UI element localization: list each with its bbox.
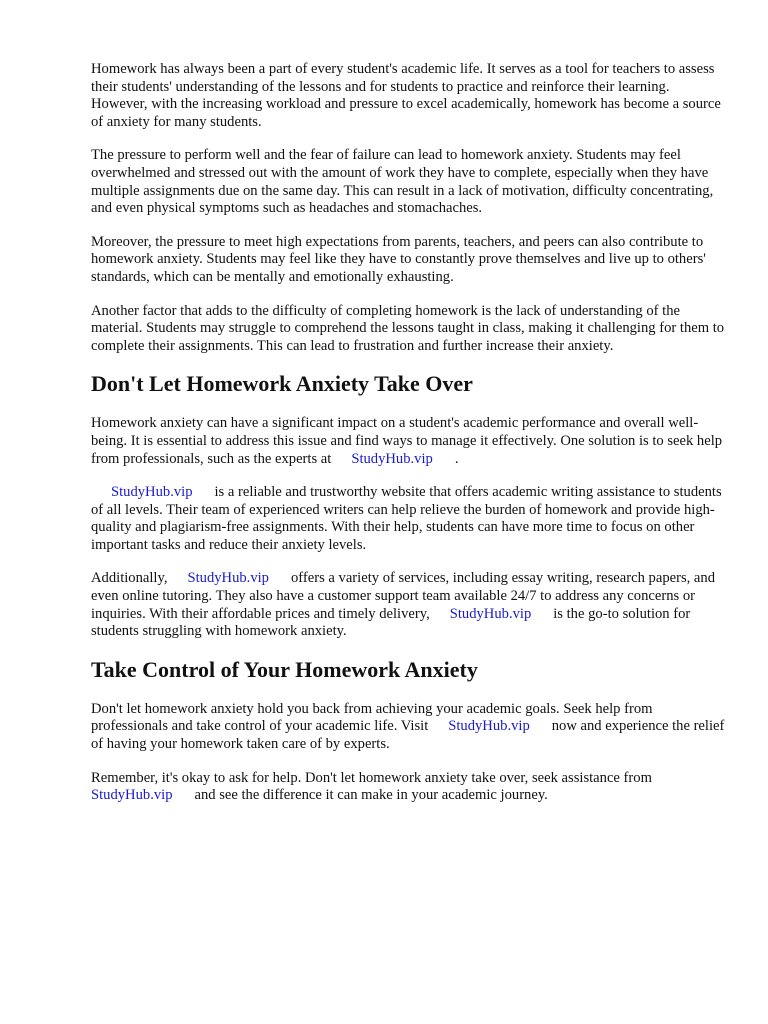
paragraph-reliable-text: is a reliable and trustworthy website that offers academic writing assistance to students of all levels. Their team of experienced writers can help relieve the burden of homework and provide high-quality and plagiarism-free assignments. With their help, students can have more time to focus on other important tasks and reduce their anxiety levels. <box>91 484 722 553</box>
paragraph-pressure: The pressure to perform well and the fear of failure can lead to homework anxiety. Students may feel overwhelmed and stressed out with the amount of work they have to complete, especially when they have multiple assignments due on the same day. This can result in a lack of motivation, difficulty concentrating, and even physical symptoms such as headaches and stomachaches. <box>91 147 714 217</box>
paragraph-remember <box>91 770 727 805</box>
paragraph-remember-end: and see the difference it can make in your academic journey. <box>194 787 548 804</box>
heading-dont-let-anxiety: Don't Let Homework Anxiety Take Over <box>91 371 473 397</box>
studyhub-link-4[interactable]: StudyHub.vip <box>449 605 532 622</box>
studyhub-link-6[interactable]: StudyHub.vip <box>91 787 173 804</box>
paragraph-impact-text: Homework anxiety can have a significant impact on a student's academic performance and overall well-being. It is essential to address this issue and find ways to manage it effectively. One solution is to seek help from professionals, such as the experts at <box>91 415 723 467</box>
paragraph-take-control <box>91 701 727 754</box>
paragraph-expectations: Moreover, the pressure to meet high expectations from parents, teachers, and peers can also contribute to homework anxiety. Students may feel like they have to constantly prove themselves and live up to others' standards, which can be mentally and emotionally exhausting. <box>91 233 706 285</box>
paragraph-impact <box>91 415 727 468</box>
paragraph-services-start: Additionally, <box>91 570 168 587</box>
paragraph-services-mid: offers a variety of services, including essay writing, research papers, and even online tutoring. They also have a customer support team available 24/7 to address any concerns or inquiries. With their affordable prices and timely delivery, <box>91 570 715 622</box>
paragraph-reliable <box>91 484 727 554</box>
paragraph-services <box>91 570 727 640</box>
heading-take-control: Take Control of Your Homework Anxiety <box>91 656 478 682</box>
paragraph-impact-end: . <box>454 450 459 467</box>
paragraph-take-control-end: now and experience the relief of having your homework taken care of by experts. <box>91 718 725 753</box>
paragraph-remember-start: Remember, it's okay to ask for help. Don't let homework anxiety take over, seek assistance from <box>91 769 652 786</box>
paragraph-understanding: Another factor that adds to the difficulty of completing homework is the lack of understanding of the material. Students may struggle to comprehend the lessons taught in class, making it challenging for them to complete their assignments. This can lead to frustration and further increase their anxiety. <box>91 302 725 354</box>
studyhub-link-2[interactable]: StudyHub.vip <box>111 484 193 501</box>
paragraph-intro: Homework has always been a part of every student's academic life. It serves as a tool for teachers to assess their students' understanding of the lessons and for students to practice and reinforce their learning. However, with the increasing workload and pressure to excel academically, homework has become a source of anxiety for many students. <box>91 61 721 130</box>
paragraph-take-control-start: Don't let homework anxiety hold you back from achieving your academic goals. Seek help from professionals and take control of your academic life. Visit <box>91 700 653 735</box>
studyhub-link-3[interactable]: StudyHub.vip <box>187 570 269 587</box>
paragraph-services-end: is the go-to solution for students struggling with homework anxiety. <box>91 605 691 640</box>
studyhub-link-1[interactable]: StudyHub.vip <box>351 450 433 467</box>
document-page <box>91 61 727 821</box>
studyhub-link-5[interactable]: StudyHub.vip <box>448 718 530 735</box>
